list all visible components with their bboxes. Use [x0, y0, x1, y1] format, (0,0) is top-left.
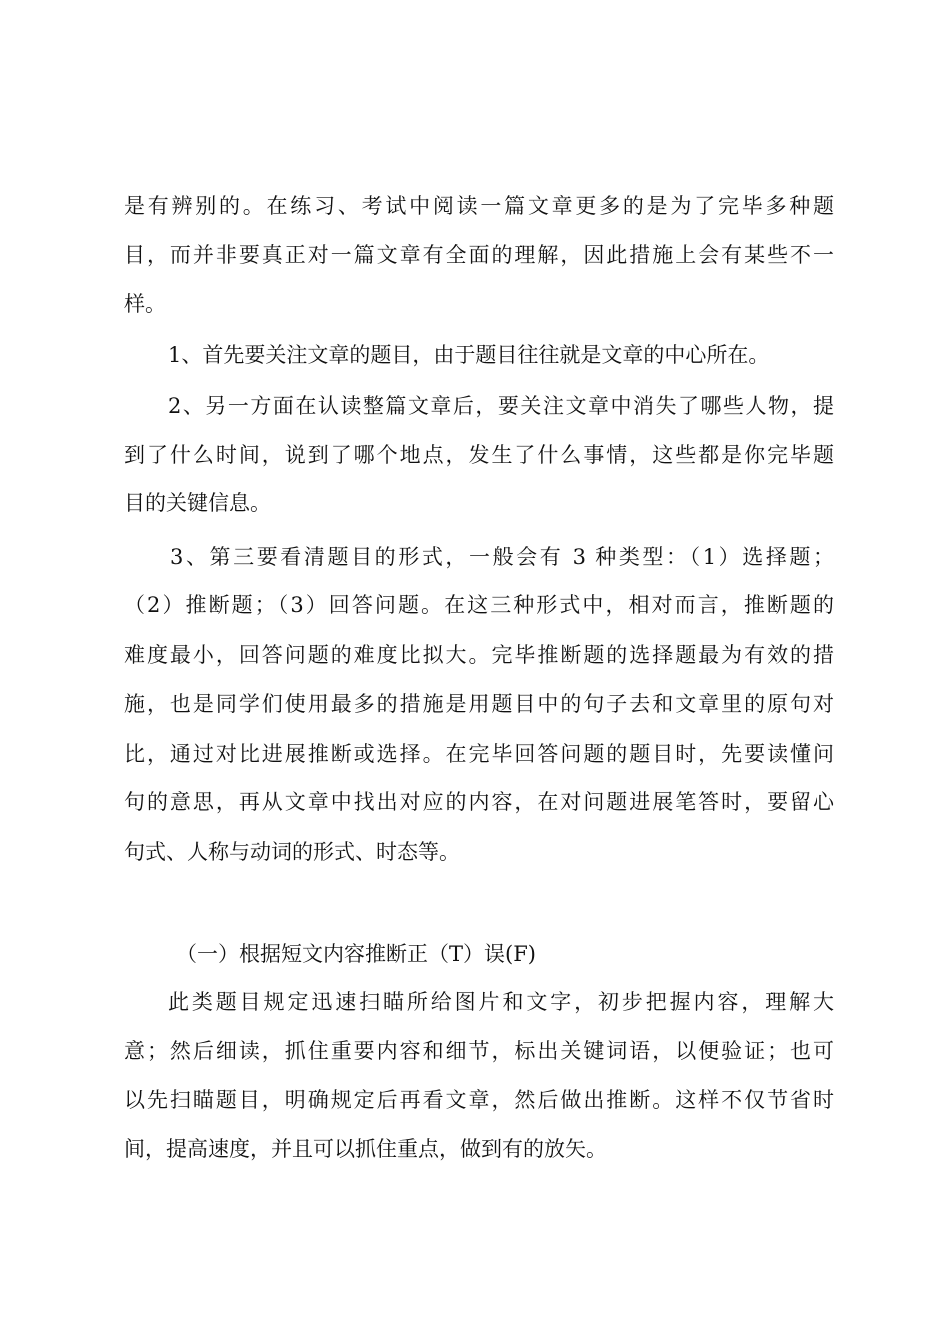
tip-3-line: 难度最小，回答问题的难度比拟大。完毕推断题的选择题最为有效的措 — [124, 643, 834, 667]
paragraph-line: 是有辨别的。在练习、考试中阅读一篇文章更多的是为了完毕多种题 — [124, 194, 834, 218]
tip-2-line: 到了什么时间，说到了哪个地点，发生了什么事情，这些都是你完毕题 — [124, 443, 834, 467]
section-body-line: 意；然后细读，抓住重要内容和细节，标出关键词语，以便验证；也可 — [124, 1039, 834, 1063]
tip-3-line: 比，通过对比进展推断或选择。在完毕回答问题的题目时，先要读懂问 — [124, 742, 834, 766]
section-body-line: 以先扫瞄题目，明确规定后再看文章，然后做出推断。这样不仅节省时 — [124, 1088, 834, 1112]
tip-3-line: 3、第三要看清题目的形式，一般会有 3 种类型：（1）选择题； — [170, 545, 834, 569]
tip-3-line: （2）推断题；（3）回答问题。在这三种形式中，相对而言，推断题的 — [124, 593, 834, 617]
paragraph-line: 样。 — [124, 292, 166, 316]
tip-3-line: 句的意思，再从文章中找出对应的内容，在对问题进展笔答时，要留心 — [124, 790, 834, 814]
tip-1-line: 1、首先要关注文章的题目，由于题目往往就是文章的中心所在。 — [168, 343, 770, 367]
tip-2-line: 目的关键信息。 — [124, 491, 271, 515]
section-heading: （一）根据短文内容推断正（T）误(F) — [176, 942, 536, 966]
section-body-line: 间，提高速度，并且可以抓住重点，做到有的放矢。 — [124, 1137, 607, 1161]
paragraph-line: 目，而并非要真正对一篇文章有全面的理解，因此措施上会有某些不一 — [124, 243, 834, 267]
section-body-line: 此类题目规定迅速扫瞄所给图片和文字，初步把握内容，理解大 — [168, 990, 834, 1014]
tip-3-line: 句式、人称与动词的形式、时态等。 — [124, 840, 460, 864]
tip-2-line: 2、另一方面在认读整篇文章后，要关注文章中消失了哪些人物，提 — [168, 394, 834, 418]
tip-3-line: 施，也是同学们使用最多的措施是用题目中的句子去和文章里的原句对 — [124, 692, 834, 716]
